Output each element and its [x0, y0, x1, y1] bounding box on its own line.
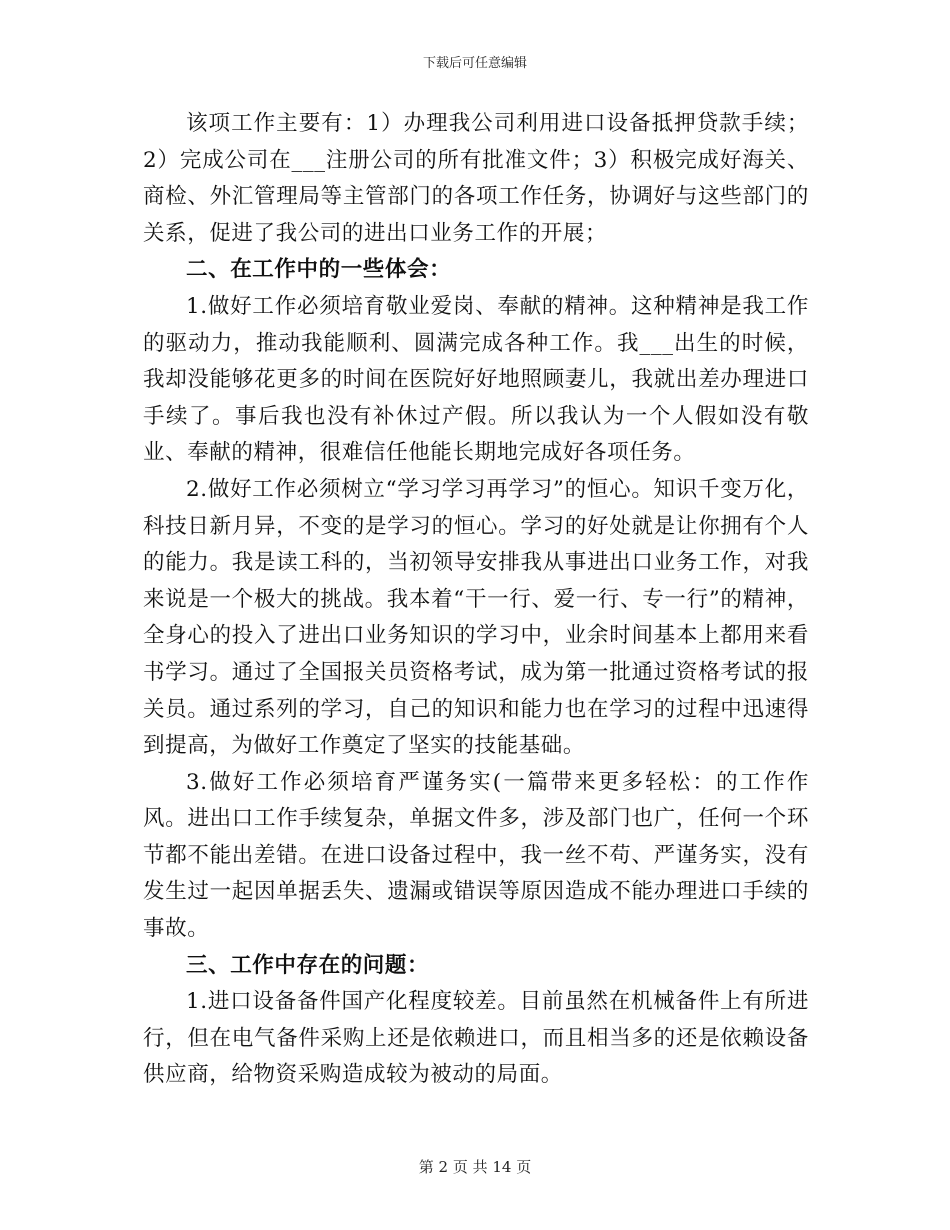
paragraph-learning: 2.做好工作必须树立“学习学习再学习”的恒心。知识千变万化，科技日新月异，不变的是学习的恒心。学习的好处就是让你拥有个人的能力。我是读工科的，当初领导安排我从事进出口业务工作，对我来说是一个极大的挑战。我本着“干一行、爱一行、专一行”的精神，全身心的投入了进出口业务知识的学习中，业余时间基本上都用来看书学习。通过了全国报关员资格考试，成为第一批通过资格考试的报关员。通过系列的学习，自己的知识和能力也在学习的过程中迅速得到提高，为做好工作奠定了坚实的技能基础。: [143, 476, 809, 759]
paragraph-dedication: 1.做好工作必须培育敬业爱岗、奉献的精神。这种精神是我工作的驱动力，推动我能顺利、圆满完成各种工作。我___出生的时候，我却没能够花更多的时间在医院好好地照顾妻儿，我就出差办理进口手续了。事后我也没有补休过产假。所以我认为一个人假如没有敬业、奉献的精神，很难信任他能长期地完成好各项任务。: [143, 293, 809, 466]
page-number-footer: 第 2 页 共 14 页: [418, 1158, 532, 1176]
section-heading-experience: 二、在工作中的一些体会：: [186, 257, 452, 283]
document-body: [143, 106, 809, 1094]
paragraph-localization: 1.进口设备备件国产化程度较差。目前虽然在机械备件上有所进行，但在电气备件采购上还是依赖进口，而且相当多的还是依赖设备供应商，给物资采购造成较为被动的局面。: [143, 989, 809, 1088]
paragraph-rigor: 3.做好工作必须培育严谨务实(一篇带来更多轻松：的工作作风。进出口工作手续复杂，单据文件多，涉及部门也广，任何一个环节都不能出差错。在进口设备过程中，我一丝不苟、严谨务实，没有发生过一起因单据丢失、遗漏或错误等原因造成不能办理进口手续的事故。: [143, 769, 809, 942]
section-heading-problems: 三、工作中存在的问题：: [186, 952, 430, 978]
paragraph-work-items: 该项工作主要有：1）办理我公司利用进口设备抵押贷款手续；2）完成公司在___注册公司的所有批准文件；3）积极完成好海关、商检、外汇管理局等主管部门的各项工作任务，协调好与这些部门的关系，促进了我公司的进出口业务工作的开展；: [143, 111, 809, 246]
page-header: 下载后可任意编辑: [422, 56, 527, 71]
